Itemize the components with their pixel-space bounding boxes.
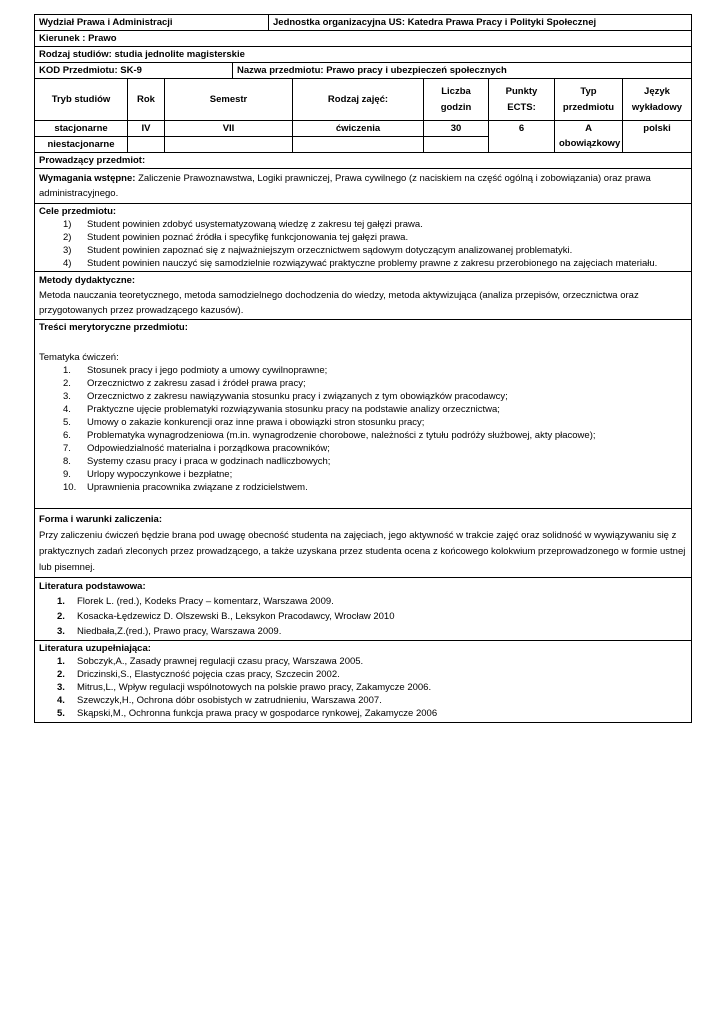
row1-type-line1: A — [585, 123, 592, 134]
row1-ects: 6 — [489, 121, 555, 153]
topic-text: Odpowiedzialność materialna i porządkowa pracowników; — [87, 443, 330, 454]
header-lang-line1: Język — [644, 86, 670, 97]
header-class-type: Rodzaj zajęć: — [293, 79, 424, 121]
header-type-line1: Typ — [580, 86, 597, 97]
header-mode: Tryb studiów — [35, 79, 128, 121]
row1-lang: polski — [623, 121, 692, 153]
literature-extra-text: Szewczyk,H., Ochrona dóbr osobistych w zatrudnieniu, Warszawa 2007. — [77, 695, 382, 706]
header-table — [34, 14, 692, 63]
goals-section — [35, 204, 692, 272]
header-ects — [489, 79, 555, 121]
row2-class-type — [293, 137, 424, 153]
literature-basic-section — [35, 578, 692, 641]
requirements-section — [35, 169, 692, 204]
sections-table — [34, 152, 692, 723]
header-hours — [424, 79, 489, 121]
row2-hours — [424, 137, 489, 153]
topics-list — [39, 364, 687, 494]
literature-basic-label: Literatura podstawowa: — [39, 581, 146, 592]
assessment-label: Forma i warunki zaliczenia: — [39, 514, 163, 525]
topic-text: Orzecznictwo z zakresu zasad i źródeł prawa pracy; — [87, 378, 306, 389]
header-hours-line1: Liczba — [441, 86, 471, 97]
topic-item: 10. Uprawnienia pracownika związane z rodzicielstwem. — [63, 482, 308, 493]
goal-text: Student powinien zapoznać się z najważniejszym orzecznictwem sądowym dotyczącym analizowanej problematyki. — [87, 245, 573, 256]
topic-text: Umowy o zakazie konkurencji oraz inne prawa i obowiązki stron stosunku pracy; — [87, 417, 425, 428]
topic-item: 8. Systemy czasu pracy i praca w godzinach nadliczbowych; — [63, 456, 331, 467]
topic-text: Systemy czasu pracy i praca w godzinach nadliczbowych; — [87, 456, 331, 467]
content-label: Treści merytoryczne przedmiotu: — [39, 322, 188, 333]
header-type-line2: przedmiotu — [562, 102, 615, 113]
literature-extra-item: 1. Sobczyk,A., Zasady prawnej regulacji czasu pracy, Warszawa 2005. — [57, 656, 364, 667]
goals-label: Cele przedmiotu: — [39, 206, 117, 217]
row2-semester — [165, 137, 293, 153]
header-ects-line2: ECTS: — [507, 102, 536, 113]
literature-basic-item: 2. Kosacka-Łędzewicz D. Olszewski B., Leksykon Pracodawcy, Wrocław 2010 — [57, 611, 395, 622]
header-hours-line2: godzin — [440, 102, 472, 113]
literature-basic-item: 1. Florek L. (red.), Kodeks Pracy – komentarz, Warszawa 2009. — [57, 596, 334, 607]
syllabus-document — [34, 14, 692, 723]
literature-basic-text: Kosacka-Łędzewicz D. Olszewski B., Leksykon Pracodawcy, Wrocław 2010 — [77, 611, 395, 622]
topics-label: Tematyka ćwiczeń: — [39, 352, 119, 363]
goal-item: 1) Student powinien zdobyć usystematyzowaną wiedzę z zakresu tej gałęzi prawa. — [63, 219, 423, 230]
assessment-section — [35, 509, 692, 578]
literature-extra-text: Skąpski,M., Ochronna funkcja prawa pracy w gospodarce rynkowej, Zakamycze 2006 — [77, 708, 438, 719]
course-table — [34, 62, 692, 79]
field-cell: Kierunek : Prawo — [35, 31, 692, 47]
header-lang — [623, 79, 692, 121]
info-table — [34, 78, 692, 153]
goal-text: Student powinien zdobyć usystematyzowaną wiedzę z zakresu tej gałęzi prawa. — [87, 219, 423, 230]
literature-basic-text: Niedbała,Z.(red.), Prawo pracy, Warszawa 2009. — [77, 626, 282, 637]
course-code-cell: KOD Przedmiotu: SK-9 — [35, 63, 233, 79]
methods-label: Metody dydaktyczne: — [39, 275, 136, 286]
methods-section — [35, 272, 692, 320]
methods-text: Metoda nauczania teoretycznego, metoda samodzielnego dochodzenia do wiedzy, metoda aktywizująca (analiza przepisów, orzecznictwa oraz przygotowanych przez prowadzącego kazusów). — [39, 290, 639, 316]
row1-semester: VII — [165, 121, 293, 137]
literature-basic-list — [39, 594, 687, 639]
requirements-text: Zaliczenie Prawoznawstwa, Logiki prawniczej, Prawa cywilnego (z naciskiem na część ogólną i zobowiązania) oraz prawa administracyjnego. — [39, 173, 651, 199]
topic-item: 5. Umowy o zakazie konkurencji oraz inne prawa i obowiązki stron stosunku pracy; — [63, 417, 425, 428]
literature-extra-item: 5. Skąpski,M., Ochronna funkcja prawa pracy w gospodarce rynkowej, Zakamycze 2006 — [57, 708, 438, 719]
faculty-cell: Wydział Prawa i Administracji — [35, 15, 269, 31]
assessment-text: Przy zaliczeniu ćwiczeń będzie brana pod uwagę obecność studenta na zajęciach, jego aktywność w trakcie zajęć oraz solidność w wywiązywaniu się z praktycznych zadań zleconych przez prowadzącego, a także uzyskana przez studenta ocena z końcowego kolokwium przeprowadzonego w formie ustnej lub pisemnej. — [39, 530, 686, 573]
goals-list — [39, 218, 687, 270]
topic-text: Orzecznictwo z zakresu nawiązywania stosunku pracy i związanych z tym obowiązków pracodawcy; — [87, 391, 508, 402]
row2-mode: niestacjonarne — [35, 137, 128, 153]
literature-extra-item: 2. Driczinski,S., Elastyczność pojęcia czas pracy, Szczecin 2002. — [57, 669, 340, 680]
goal-item: 4) Student powinien nauczyć się samodzielnie rozwiązywać praktyczne problemy prawne z zakresu przerobionego na zajęciach materiału. — [63, 258, 658, 269]
row1-hours: 30 — [424, 121, 489, 137]
topic-text: Uprawnienia pracownika związane z rodzicielstwem. — [87, 482, 308, 493]
literature-extra-text: Mitrus,L., Wpływ regulacji wspólnotowych na polskie prawo pracy, Zakamycze 2006. — [77, 682, 432, 693]
lecturer-label: Prowadzący przedmiot: — [35, 153, 692, 169]
topic-text: Praktyczne ujęcie problematyki rozwiązywania stosunku pracy na podstawie analizy orzecznictwa; — [87, 404, 500, 415]
row1-year: IV — [128, 121, 165, 137]
topic-item: 1. Stosunek pracy i jego podmioty a umowy cywilnoprawne; — [63, 365, 328, 376]
row2-year — [128, 137, 165, 153]
topic-item: 7. Odpowiedzialność materialna i porządkowa pracowników; — [63, 443, 330, 454]
topic-item: 3. Orzecznictwo z zakresu nawiązywania stosunku pracy i związanych z tym obowiązków pracodawcy; — [63, 391, 508, 402]
header-lang-line2: wykładowy — [631, 102, 683, 113]
literature-basic-text: Florek L. (red.), Kodeks Pracy – komentarz, Warszawa 2009. — [77, 596, 334, 607]
row1-mode: stacjonarne — [35, 121, 128, 137]
row1-class-type: ćwiczenia — [293, 121, 424, 137]
goal-text: Student powinien nauczyć się samodzielnie rozwiązywać praktyczne problemy prawne z zakresu przerobionego na zajęciach materiału. — [87, 258, 658, 269]
goal-text: Student powinien poznać źródła i specyfikę funkcjonowania tej gałęzi prawa. — [87, 232, 409, 243]
goal-item: 2) Student powinien poznać źródła i specyfikę funkcjonowania tej gałęzi prawa. — [63, 232, 409, 243]
topic-text: Urlopy wypoczynkowe i bezpłatne; — [87, 469, 233, 480]
requirements-label: Wymagania wstępne: — [39, 173, 136, 184]
row1-type — [555, 121, 623, 153]
header-semester: Semestr — [165, 79, 293, 121]
header-type — [555, 79, 623, 121]
goal-item: 3) Student powinien zapoznać się z najważniejszym orzecznictwem sądowym dotyczącym analizowanej problematyki. — [63, 245, 573, 256]
literature-extra-item: 4. Szewczyk,H., Ochrona dóbr osobistych w zatrudnieniu, Warszawa 2007. — [57, 695, 382, 706]
literature-extra-section — [35, 641, 692, 723]
topic-text: Stosunek pracy i jego podmioty a umowy cywilnoprawne; — [87, 365, 328, 376]
topic-item: 4. Praktyczne ujęcie problematyki rozwiązywania stosunku pracy na podstawie analizy orzecznictwa; — [63, 404, 500, 415]
literature-basic-item: 3. Niedbała,Z.(red.), Prawo pracy, Warszawa 2009. — [57, 626, 282, 637]
unit-cell: Jednostka organizacyjna US: Katedra Prawa Pracy i Polityki Społecznej — [269, 15, 692, 31]
topic-text: Problematyka wynagrodzeniowa (m.in. wynagrodzenie chorobowe, należności z tytułu podróży służbowej, akty płacowe); — [87, 430, 596, 441]
literature-extra-list — [39, 655, 687, 720]
topic-item: 9. Urlopy wypoczynkowe i bezpłatne; — [63, 469, 233, 480]
literature-extra-text: Sobczyk,A., Zasady prawnej regulacji czasu pracy, Warszawa 2005. — [77, 656, 364, 667]
header-year: Rok — [128, 79, 165, 121]
study-type-cell: Rodzaj studiów: studia jednolite magisterskie — [35, 47, 692, 63]
literature-extra-item: 3. Mitrus,L., Wpływ regulacji wspólnotowych na polskie prawo pracy, Zakamycze 2006. — [57, 682, 432, 693]
literature-extra-text: Driczinski,S., Elastyczność pojęcia czas pracy, Szczecin 2002. — [77, 669, 340, 680]
course-name-cell: Nazwa przedmiotu: Prawo pracy i ubezpieczeń społecznych — [233, 63, 692, 79]
topic-item: 6. Problematyka wynagrodzeniowa (m.in. wynagrodzenie chorobowe, należności z tytułu podróży służbowej, akty płacowe); — [63, 430, 596, 441]
content-section — [35, 320, 692, 509]
row1-type-line2: obowiązkowy — [559, 138, 621, 149]
topic-item: 2. Orzecznictwo z zakresu zasad i źródeł prawa pracy; — [63, 378, 306, 389]
header-ects-line1: Punkty — [505, 86, 538, 97]
literature-extra-label: Literatura uzupełniająca: — [39, 643, 151, 654]
